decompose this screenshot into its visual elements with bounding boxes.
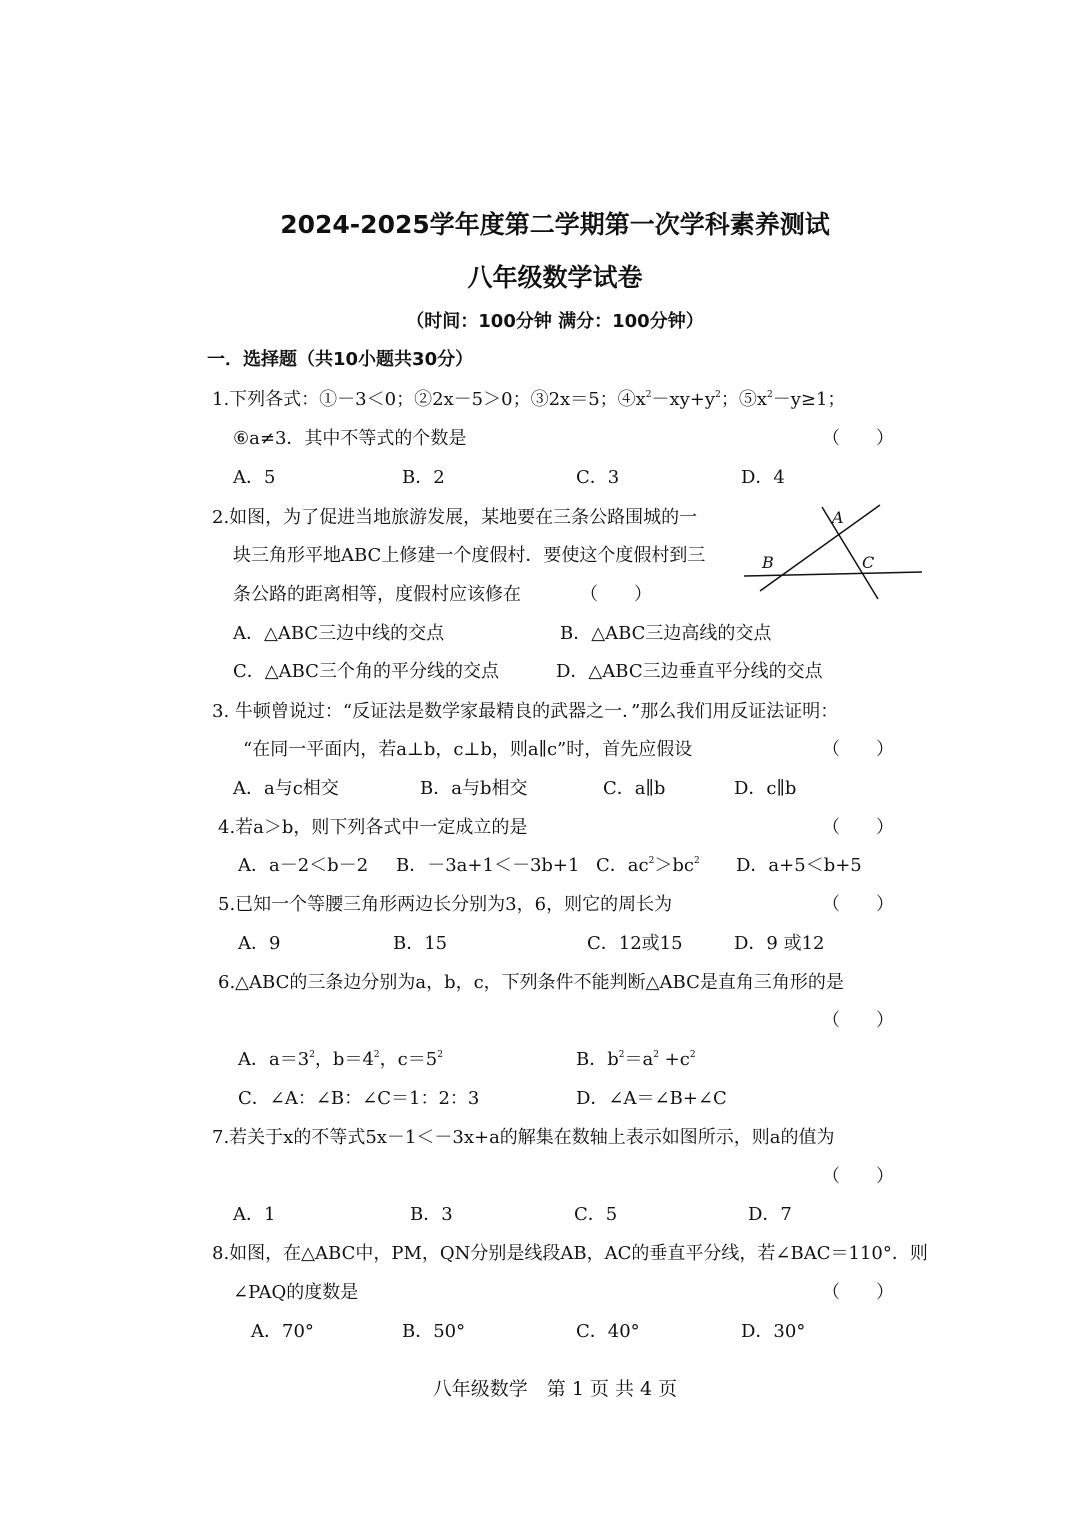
q8-option-c: C．40°	[576, 1321, 640, 1342]
exam-subtitle: 八年级数学试卷	[467, 263, 643, 292]
q1-option-d: D．4	[741, 467, 785, 488]
q3-option-c: C．a∥b	[603, 778, 666, 799]
question-3-line-1: 3. 牛顿曾说过：“反证法是数学家最精良的武器之一．”那么我们用反证法证明：	[212, 701, 839, 722]
q7-option-c: C．5	[574, 1204, 618, 1225]
question-2-line-2: 块三角形平地ABC上修建一个度假村．要使这个度假村到三	[233, 545, 706, 566]
q6-option-d: D．∠A＝∠B+∠C	[576, 1088, 727, 1109]
road-line-bc	[744, 572, 922, 576]
question-6-line-1: 6.△ABC的三条边分别为a，b，c，下列条件不能判断△ABC是直角三角形的是	[218, 972, 844, 993]
q6-option-b: B．$b^2=a^2 +c^2$	[576, 1049, 696, 1070]
q1-option-b: B．2	[402, 467, 445, 488]
question-1-line-2: ⑥a≠3．其中不等式的个数是	[233, 428, 467, 449]
q6-option-c: C．∠A：∠B：∠C＝1：2：3	[238, 1088, 480, 1109]
exam-title: 2024-2025学年度第二学期第一次学科素养测试	[280, 210, 830, 239]
q8-option-a: A．70°	[251, 1321, 314, 1342]
question-8-line-2: ∠PAQ的度数是	[233, 1282, 359, 1303]
q7-option-d: D．7	[748, 1204, 792, 1225]
q5-option-b: B．15	[393, 933, 448, 954]
question-4-line-1: 4.若a＞b，则下列各式中一定成立的是	[218, 817, 528, 838]
answer-paren-2: （ ）	[580, 584, 652, 605]
q7-option-a: A．1	[233, 1204, 276, 1225]
q2-option-a: A．△ABC三边中线的交点	[233, 623, 445, 644]
answer-paren-1: （ ）	[822, 428, 894, 449]
answer-paren-8: （ ）	[822, 1282, 894, 1303]
answer-paren-6: （ ）	[822, 1010, 894, 1031]
section-title: 一．选择题（共10小题共30分）	[207, 349, 474, 370]
page-footer: 八年级数学 第 1 页 共 4 页	[432, 1378, 678, 1400]
question-2-line-1: 2.如图，为了促进当地旅游发展，某地要在三条公路围城的一	[212, 507, 698, 528]
q2-option-b: B．△ABC三边高线的交点	[560, 623, 772, 644]
q5-option-c: C．12或15	[587, 933, 683, 954]
q7-option-b: B．3	[410, 1204, 453, 1225]
time-info: （时间：100分钟 满分：100分钟）	[406, 311, 704, 332]
question-3-line-2: “在同一平面内，若a⊥b，c⊥b，则a∥c”时，首先应假设	[243, 739, 693, 760]
question-2-line-3: 条公路的距离相等，度假村应该修在	[233, 584, 521, 605]
vertex-label-a: A	[832, 508, 844, 527]
answer-paren-3: （ ）	[822, 739, 894, 760]
q4-option-b: B．－3a+1＜－3b+1	[396, 855, 580, 876]
q4-option-c: C．$ac^2>bc^2$	[596, 855, 700, 876]
triangle-roads-figure	[740, 495, 925, 605]
q1-option-c: C．3	[576, 467, 620, 488]
q4-option-a: A．a－2＜b－2	[238, 855, 369, 876]
vertex-label-b: B	[762, 553, 774, 572]
question-5-line-1: 5.已知一个等腰三角形两边长分别为3，6，则它的周长为	[218, 894, 673, 915]
q5-option-d: D．9 或12	[734, 933, 825, 954]
answer-paren-7: （ ）	[822, 1166, 894, 1187]
question-1-line-1: 1.下列各式：①－3＜0；②2x－5＞0；③2x＝5；$④x^2-xy+y^2$；$⑤x^2-y\ge 1$；	[212, 389, 846, 410]
vertex-label-c: C	[862, 553, 875, 572]
question-7-line-1: 7.若关于x的不等式5x－1＜－3x+a的解集在数轴上表示如图所示，则a的值为	[212, 1127, 835, 1148]
q8-option-b: B．50°	[402, 1321, 466, 1342]
q5-option-a: A．9	[238, 933, 281, 954]
answer-paren-4: （ ）	[822, 817, 894, 838]
q2-option-c: C．△ABC三个角的平分线的交点	[233, 661, 499, 682]
q6-option-a: A．$a=3^2$，$b=4^2$，$c=5^2$	[238, 1049, 443, 1070]
q3-option-a: A．a与c相交	[233, 778, 339, 799]
question-8-line-1: 8.如图，在△ABC中，PM，QN分别是线段AB，AC的垂直平分线，若∠BAC＝110°．则	[212, 1243, 928, 1264]
q3-option-d: D．c∥b	[734, 778, 797, 799]
q2-option-d: D．△ABC三边垂直平分线的交点	[556, 661, 823, 682]
q3-option-b: B．a与b相交	[420, 778, 528, 799]
road-line-ab	[760, 505, 880, 591]
q4-option-d: D．a+5＜b+5	[736, 855, 862, 876]
q1-option-a: A．5	[233, 467, 276, 488]
q8-option-d: D．30°	[741, 1321, 806, 1342]
answer-paren-5: （ ）	[822, 894, 894, 915]
